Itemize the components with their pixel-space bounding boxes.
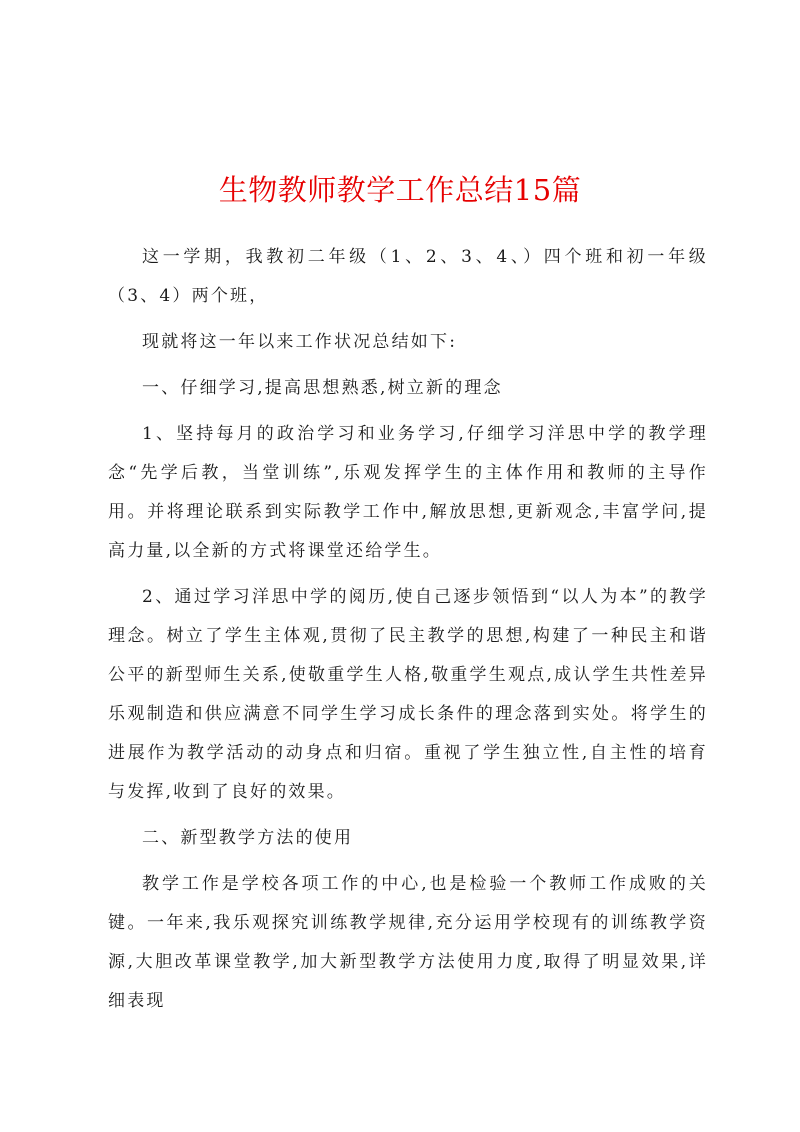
paragraph-summary-lead: 现就将这一年以来工作状况总结如下: [142,332,458,352]
section-heading-1: 一、仔细学习,提高思想熟悉,树立新的理念 [142,378,503,398]
paragraph-item-1: 1、坚持每月的政治学习和业务学习,仔细学习洋思中学的教学理念“先学后教，当堂训练”,乐观发挥学生的主体作用和教师的主导作用。并将理论联系到实际教学工作中,解放思想,更新观念,丰富学问,提高力量,以全新的方式将课堂还给学生。 [108,424,708,561]
document-body [108,238,708,1028]
document-title: 生物教师教学工作总结15篇 [218,173,582,207]
paragraph-intro: 这一学期，我教初二年级（1、2、3、4、）四个班和初一年级（3、4）两个班， [108,247,708,306]
paragraph-teaching: 教学工作是学校各项工作的中心,也是检验一个教师工作成败的关键。一年来,我乐观探究训练教学规律,充分运用学校现有的训练教学资源,大胆改革课堂教学,加大新型教学方法使用力度,取得了明显效果,详细表现 [108,874,708,1011]
paragraph-item-2: 2、通过学习洋思中学的阅历,使自己逐步领悟到“以人为本”的教学理念。树立了学生主体观,贯彻了民主教学的思想,构建了一种民主和谐公平的新型师生关系,使敬重学生人格,敬重学生观点,成认学生共性差异乐观制造和供应满意不同学生学习成长条件的理念落到实处。将学生的进展作为教学活动的动身点和归宿。重视了学生独立性,自主性的培育与发挥,收到了良好的效果。 [108,587,708,802]
section-heading-2: 二、新型教学方法的使用 [142,828,354,848]
